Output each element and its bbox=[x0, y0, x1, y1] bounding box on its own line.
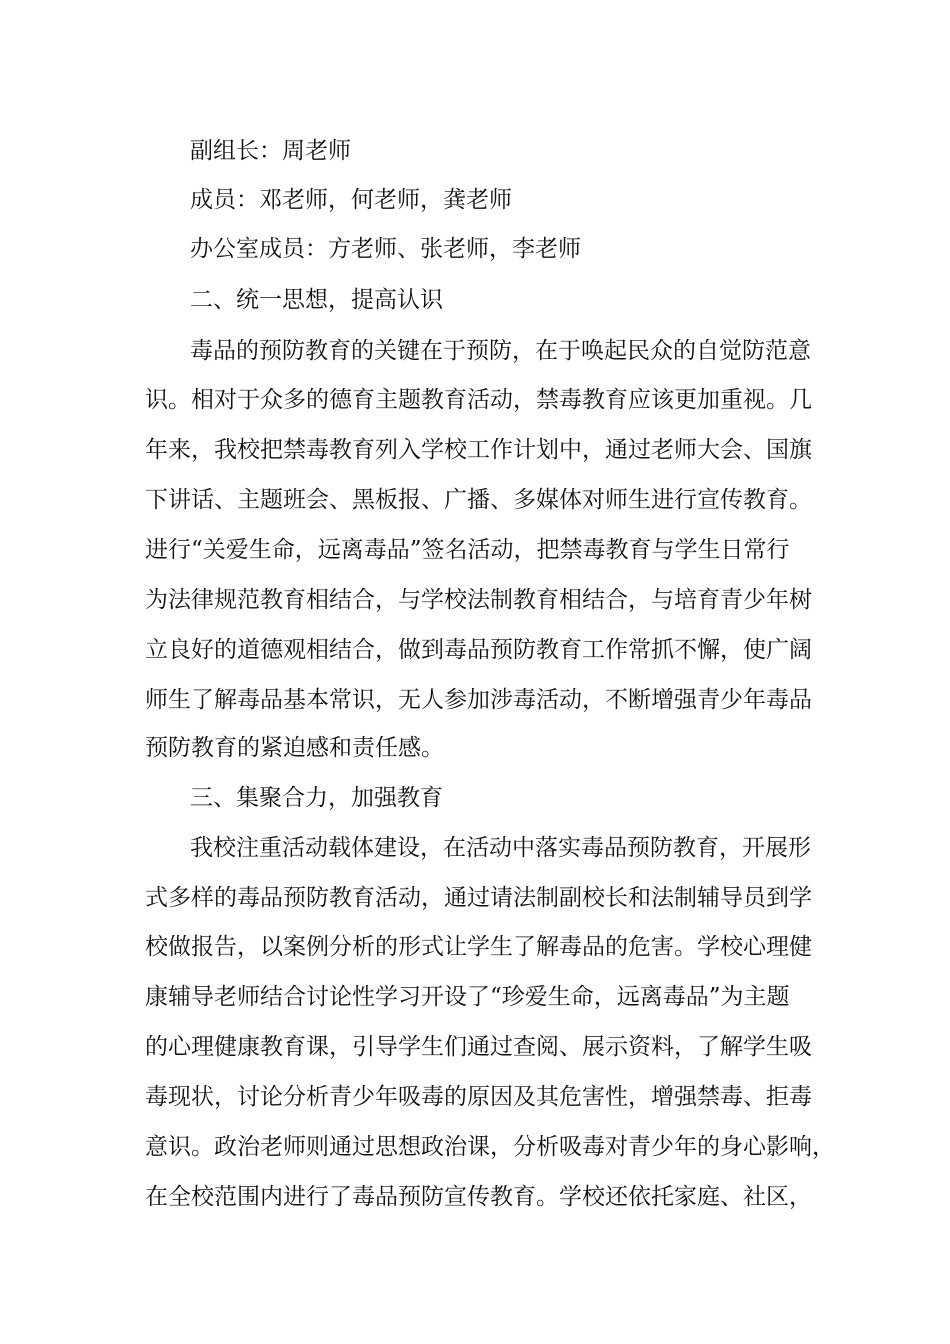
paragraph-line: 毒品的预防教育的关键在于预防，在于唤起民众的自觉防范意 bbox=[190, 338, 811, 364]
paragraph-line: 我校注重活动载体建设，在活动中落实毒品预防教育，开展形 bbox=[190, 835, 811, 861]
deputy-leader-line: 副组长：周老师 bbox=[190, 138, 351, 164]
paragraph-line: 的心理健康教育课，引导学生们通过查阅、展示资料，了解学生吸 bbox=[145, 1034, 812, 1060]
paragraph-line: 意识。政治老师则通过思想政治课，分析吸毒对青少年的身心影响， bbox=[145, 1134, 835, 1160]
section-heading-2: 二、统一思想，提高认识 bbox=[190, 287, 443, 313]
paragraph-line: 识。相对于众多的德育主题教育活动，禁毒教育应该更加重视。几 bbox=[145, 387, 812, 413]
paragraph-line: 立良好的道德观相结合，做到毒品预防教育工作常抓不懈，使广阔 bbox=[145, 637, 812, 663]
paragraph-line: 年来，我校把禁毒教育列入学校工作计划中，通过老师大会、国旗 bbox=[145, 437, 812, 463]
paragraph-line: 康辅导老师结合讨论性学习开设了“珍爱生命，远离毒品”为主题 bbox=[145, 984, 790, 1010]
section-heading-3: 三、集聚合力，加强教育 bbox=[190, 785, 443, 811]
paragraph-line: 下讲话、主题班会、黑板报、广播、多媒体对师生进行宣传教育。 bbox=[145, 487, 812, 513]
paragraph-line: 毒现状，讨论分析青少年吸毒的原因及其危害性，增强禁毒、拒毒 bbox=[145, 1084, 812, 1110]
paragraph-line: 进行“关爱生命，远离毒品”签名活动，把禁毒教育与学生日常行 bbox=[145, 537, 790, 563]
paragraph-line: 在全校范围内进行了毒品预防宣传教育。学校还依托家庭、社区， bbox=[145, 1184, 812, 1210]
paragraph-line: 校做报告，以案例分析的形式让学生了解毒品的危害。学校心理健 bbox=[145, 934, 812, 960]
members-line: 成员：邓老师，何老师，龚老师 bbox=[190, 187, 512, 213]
office-members-line: 办公室成员：方老师、张老师，李老师 bbox=[190, 236, 581, 262]
paragraph-line: 预防教育的紧迫感和责任感。 bbox=[145, 735, 444, 761]
paragraph-line: 师生了解毒品基本常识，无人参加涉毒活动，不断增强青少年毒品 bbox=[145, 687, 812, 713]
paragraph-line: 式多样的毒品预防教育活动，通过请法制副校长和法制辅导员到学 bbox=[145, 885, 812, 911]
paragraph-line: 为法律规范教育相结合，与学校法制教育相结合，与培育青少年树 bbox=[145, 587, 812, 613]
